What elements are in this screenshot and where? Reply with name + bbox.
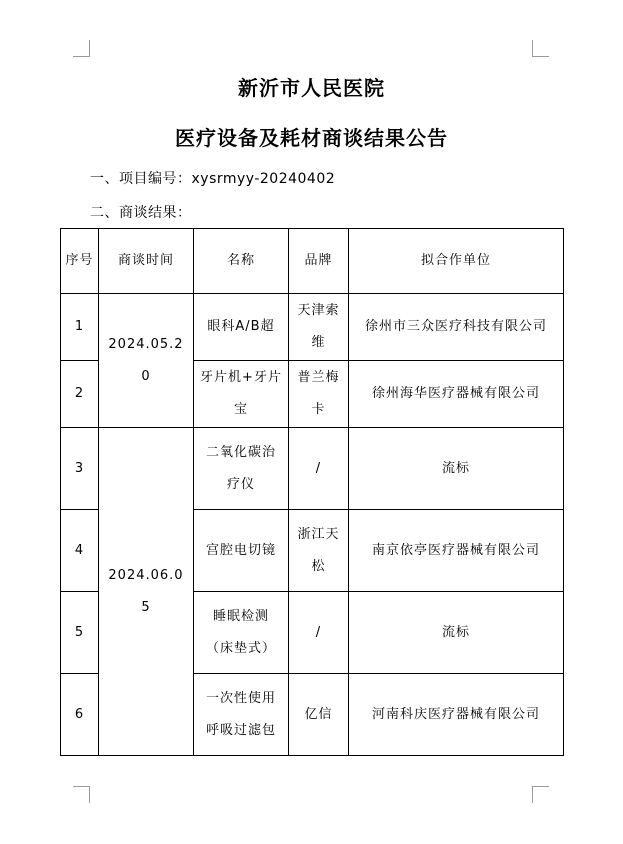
row-unit: 流标 xyxy=(349,592,564,674)
row-name: 牙片机+牙片宝 xyxy=(194,361,289,428)
project-number-label: 一、项目编号： xyxy=(90,171,192,187)
document-subtitle: 医疗设备及耗材商谈结果公告 xyxy=(175,126,448,150)
row-unit: 徐州海华医疗器械有限公司 xyxy=(349,361,564,428)
row-unit: 河南科庆医疗器械有限公司 xyxy=(349,674,564,756)
crop-mark-bottom-left xyxy=(73,786,90,803)
row-no: 1 xyxy=(61,294,99,361)
row-date: 2024.05.20 xyxy=(99,294,194,428)
table-row xyxy=(61,294,564,361)
table-row xyxy=(61,428,564,510)
row-unit: 南京依亭医疗器械有限公司 xyxy=(349,510,564,592)
row-brand: / xyxy=(289,428,349,510)
project-number-value: xysrmyy-20240402 xyxy=(191,171,336,187)
result-heading: 二、商谈结果： xyxy=(90,205,192,221)
row-name: 二氧化碳治疗仪 xyxy=(194,428,289,510)
row-name: 宫腔电切镜 xyxy=(194,510,289,592)
row-name: 睡眠检测（床垫式） xyxy=(194,592,289,674)
crop-mark-bottom-right xyxy=(532,786,549,803)
row-brand: 天津索维 xyxy=(289,294,349,361)
header-unit: 拟合作单位 xyxy=(349,229,564,294)
row-no: 6 xyxy=(61,674,99,756)
row-brand: 普兰梅卡 xyxy=(289,361,349,428)
row-no: 4 xyxy=(61,510,99,592)
header-date: 商谈时间 xyxy=(99,229,194,294)
result-table xyxy=(60,228,564,756)
header-no: 序号 xyxy=(61,229,99,294)
row-brand: / xyxy=(289,592,349,674)
header-name: 名称 xyxy=(194,229,289,294)
row-brand: 亿信 xyxy=(289,674,349,756)
row-name: 眼科A/B超 xyxy=(194,294,289,361)
row-name: 一次性使用呼吸过滤包 xyxy=(194,674,289,756)
row-unit: 徐州市三众医疗科技有限公司 xyxy=(349,294,564,361)
project-number-line xyxy=(90,168,335,188)
header-brand: 品牌 xyxy=(289,229,349,294)
row-brand: 浙江天松 xyxy=(289,510,349,592)
row-unit: 流标 xyxy=(349,428,564,510)
row-no: 2 xyxy=(61,361,99,428)
row-no: 5 xyxy=(61,592,99,674)
row-no: 3 xyxy=(61,428,99,510)
row-date: 2024.06.05 xyxy=(99,428,194,756)
table-header-row xyxy=(61,229,564,294)
crop-mark-top-right xyxy=(532,40,549,57)
document-title: 新沂市人民医院 xyxy=(238,76,385,100)
crop-mark-top-left xyxy=(73,40,90,57)
